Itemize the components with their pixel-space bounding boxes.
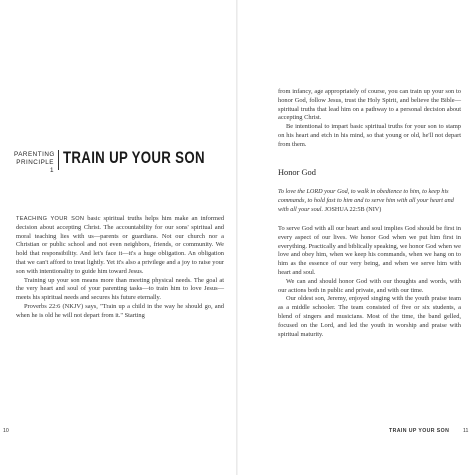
chapter-label-line2: PRINCIPLE 1 bbox=[16, 159, 54, 174]
section-heading: Honor God bbox=[278, 168, 316, 177]
left-body-text bbox=[16, 215, 224, 321]
left-paragraph-1 bbox=[16, 215, 224, 277]
right-top-paragraph-2: Be intentional to impart basic spiritual truths for your son to stamp on his heart and etch in his mind, so that young or old, he'll not depart from them. bbox=[278, 123, 461, 148]
chapter-heading bbox=[14, 150, 234, 174]
chapter-divider-rule bbox=[58, 150, 59, 170]
chapter-label-line1: PARENTING bbox=[14, 151, 55, 158]
chapter-label bbox=[14, 151, 54, 175]
right-page-number: 11 bbox=[463, 428, 469, 434]
right-paragraph-2: We can and should honor God with our thoughts and words, with our actions both in public and private, and with our time. bbox=[278, 277, 461, 294]
scripture-reference: JOSHUA 22:5B (NIV) bbox=[323, 205, 382, 213]
chapter-title: TRAIN UP YOUR SON bbox=[63, 148, 205, 167]
left-page bbox=[0, 0, 237, 475]
right-paragraph-3: Our oldest son, Jeremy, enjoyed singing with the youth praise team as a middle schooler. The team consisted of five or six students, a blend of singers and musicians. Most of the time, the band gelled, focused on the Lord, and led the youth in worship and praise with spiritual maturity. bbox=[278, 295, 461, 338]
scripture-quote bbox=[278, 188, 461, 214]
scripture-text: To love the LORD your God, to walk in obedience to him, to keep his commands, to hold fast to him and to serve him with all your heart and with all your soul. bbox=[278, 188, 454, 213]
running-head: TRAIN UP YOUR SON bbox=[389, 428, 450, 434]
left-paragraph-1-rest: basic spiritual truths helps him make an informed decision about accepting Christ. The accountability for our sons' spiritual and moral teaching lies with us—parents or guardians. Not our church nor a Christian or public school and not even neighbors, friends, or community. We hold that responsibility. And let's face it—it's a huge obligation. An obligation that we can't afford to treat lightly. Yet it's also a privilege and a joy to raise your son with intentionality to guide him toward Jesus. bbox=[16, 215, 225, 275]
left-paragraph-2: Training up your son means more than meeting physical needs. The goal at the very heart and soul of your parenting tasks—to train him to love Jesus—meets his spiritual needs and secures his future eternally. bbox=[16, 276, 224, 302]
right-paragraph-1: To serve God with all our heart and soul implies God should be first in every aspect of our lives. We honor God when we put him first in everything. Practically and biblically speaking, we honor God when we love and obey him, when we keep his commands, when we hang on to him as the essence of our very being, and when we serve him with heart and soul. bbox=[278, 225, 461, 276]
left-page-number: 10 bbox=[3, 428, 9, 434]
lead-in-small-caps: TEACHING YOUR SON bbox=[16, 216, 85, 222]
left-paragraph-3: Proverbs 22:6 (NKJV) says, "Train up a child in the way he should go, and when he is old he will not depart from it." Starting bbox=[16, 302, 224, 319]
right-top-paragraph-1: from infancy, age appropriately of course, you can train up your son to honor God, follow Jesus, trust the Holy Spirit, and believe the Bible—spiritual truths that lead him on a pathway to a personal decision about accepting Christ. bbox=[278, 88, 461, 122]
right-body-text bbox=[278, 225, 461, 339]
right-top-text bbox=[278, 88, 461, 150]
